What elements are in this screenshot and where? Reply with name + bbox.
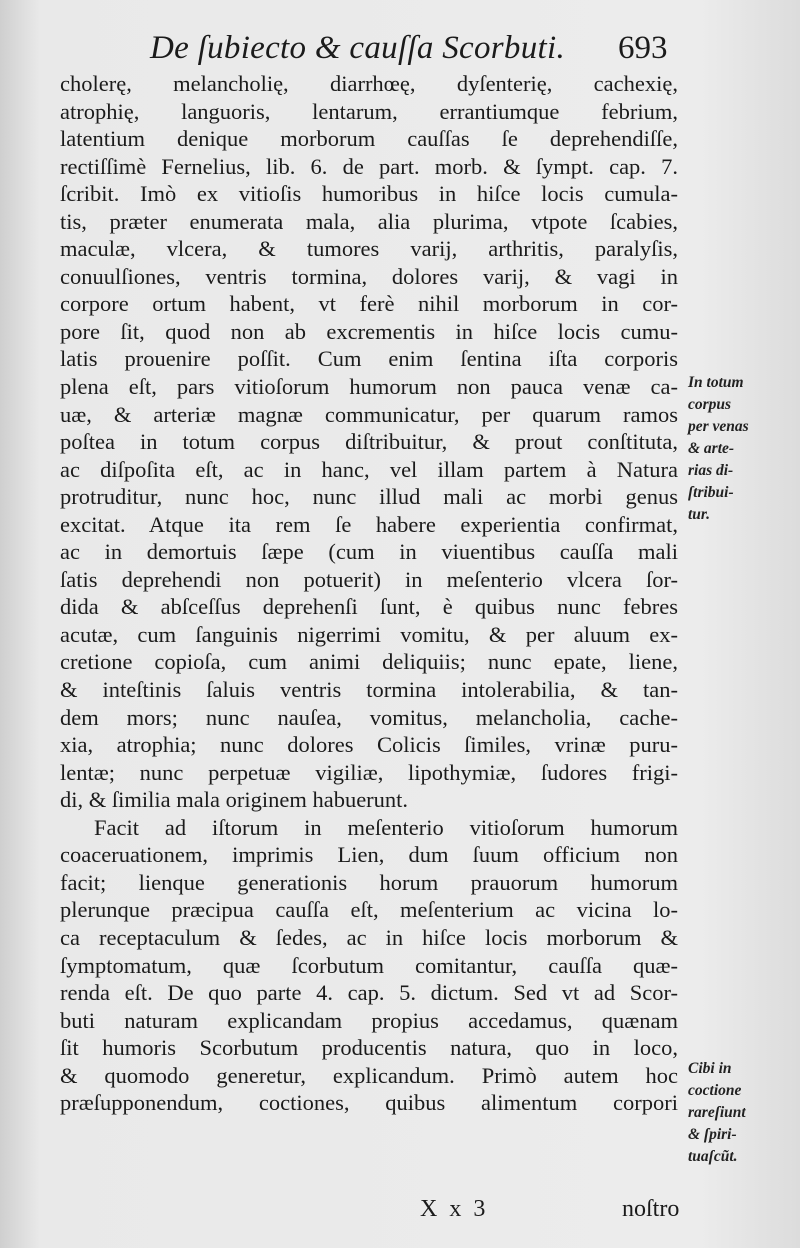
marginal-note-line: corpus [688, 396, 732, 413]
text-line: atrophię, languoris, lentarum, errantiumque febrium, [60, 98, 678, 124]
text-line: plerunque prӕcipua cauſſa eſt, meſenterium ac vicina lo- [60, 897, 678, 923]
text-line: excitat. Atque ita rem ſe habere experientia confirmat, [60, 511, 678, 537]
text-line: conuulſiones, ventris tormina, dolores varij, & vagi in [60, 263, 678, 289]
paragraph-1 [60, 70, 678, 814]
body-text [60, 70, 678, 1117]
paragraph-2 [60, 814, 678, 1117]
text-line: maculӕ, vlcera, & tumores varij, arthritis, paralyſis, [60, 236, 678, 262]
marginal-note-line: Cibi in [688, 1060, 732, 1077]
text-line: coaceruationem, imprimis Lien, dum ſuum officium non [60, 842, 678, 868]
text-line: plena eſt, pars vitioſorum humorum non pauca venӕ ca- [60, 374, 678, 400]
text-line: ſymptomatum, quӕ ſcorbutum comitantur, cauſſa quӕ- [60, 952, 678, 978]
text-line: & inteſtinis ſaluis ventris tormina intolerabilia, & tan- [60, 677, 678, 703]
text-line: lentӕ; nunc perpetuӕ vigiliӕ, lipothymiӕ, ſudores frigi- [60, 759, 678, 785]
text-line: cretione copioſa, cum animi deliquiis; nunc epate, liene, [60, 649, 678, 675]
text-line: ac in demortuis ſӕpe (cum in viuentibus cauſſa mali [60, 539, 678, 565]
text-line: di, & ſimilia mala originem habuerunt. [60, 787, 409, 813]
text-line: pore ſit, quod non ab excrementis in hiſce locis cumu- [60, 318, 678, 344]
text-line: cholerę, melancholię, diarrhœę, dyſenterię, cachexię, [60, 71, 678, 96]
marginal-note-1 [688, 372, 800, 526]
marginal-note-line: tur. [688, 506, 710, 523]
text-line: ac diſpoſita eſt, ac in hanc, vel illam partem à Natura [60, 456, 678, 482]
marginal-note-2 [688, 1058, 800, 1168]
text-line: ca receptaculum & ſedes, ac in hiſce locis morborum & [60, 924, 678, 950]
marginal-note-line: In totum [688, 374, 744, 391]
text-line: Facit ad iſtorum in meſenterio vitioſorum humorum [94, 814, 678, 840]
marginal-note-line: & ſpiri- [688, 1126, 737, 1143]
signature-mark: X x 3 [420, 1196, 489, 1222]
text-line: latentium denique morborum cauſſas ſe deprehendiſſe, [60, 126, 678, 152]
running-head-title: De ſubiecto & cauſſa Scorbuti. [150, 30, 566, 66]
catchword: noſtro [622, 1196, 680, 1222]
marginal-note-line: & arte- [688, 440, 735, 457]
text-line: prӕſupponendum, coctiones, quibus alimentum corpori [60, 1090, 678, 1116]
marginal-note-line: coctione [688, 1082, 742, 1099]
text-line: uӕ, & arteriӕ magnӕ communicatur, per quarum ramos [60, 401, 678, 427]
text-line: ſit humoris Scorbutum producentis natura, quo in loco, [60, 1035, 678, 1061]
text-line: latis prouenire poſſit. Cum enim ſentina iſta corporis [60, 346, 678, 372]
marginal-note-line: per venas [688, 418, 749, 435]
marginal-note-line: rias di- [688, 462, 734, 479]
text-line: protruditur, nunc hoc, nunc illud mali ac morbi genus [60, 484, 678, 510]
text-line: dem mors; nunc nauſea, vomitus, melancholia, cache- [60, 704, 678, 730]
text-line: poſtea in totum corpus diſtribuitur, & prout conſtituta, [60, 429, 678, 455]
marginal-note-line: ſtribui- [688, 484, 734, 501]
text-line: dida & abſceſſus deprehenſi ſunt, è quibus nunc febres [60, 594, 678, 620]
text-line: rectiſſimè Fernelius, lib. 6. de part. morb. & ſympt. cap. 7. [60, 153, 678, 179]
text-line: ſcribit. Imò ex vitioſis humoribus in hiſce locis cumula- [60, 181, 678, 207]
marginal-note-line: tuaſcũt. [688, 1148, 738, 1165]
text-line: buti naturam explicandam propius accedamus, quӕnam [60, 1007, 678, 1033]
text-line: & quomodo generetur, explicandum. Primò autem hoc [60, 1062, 678, 1088]
page-number: 693 [618, 30, 668, 66]
text-line: ſatis deprehendi non potuerit) in meſenterio vlcera ſor- [60, 566, 678, 592]
text-line: xia, atrophia; nunc dolores Colicis ſimiles, vrinӕ puru- [60, 732, 678, 758]
text-line: renda eſt. De quo parte 4. cap. 5. dictum. Sed vt ad Scor- [60, 980, 678, 1006]
marginal-note-line: rareſiunt [688, 1104, 746, 1121]
text-line: corpore ortum habent, vt ferè nihil morborum in cor- [60, 291, 678, 317]
text-line: tis, prӕter enumerata mala, alia plurima, vtpote ſcabies, [60, 208, 678, 234]
text-line: acutӕ, cum ſanguinis nigerrimi vomitu, & per aluum ex- [60, 621, 678, 647]
text-line: facit; lienque generationis horum prauorum humorum [60, 869, 678, 895]
